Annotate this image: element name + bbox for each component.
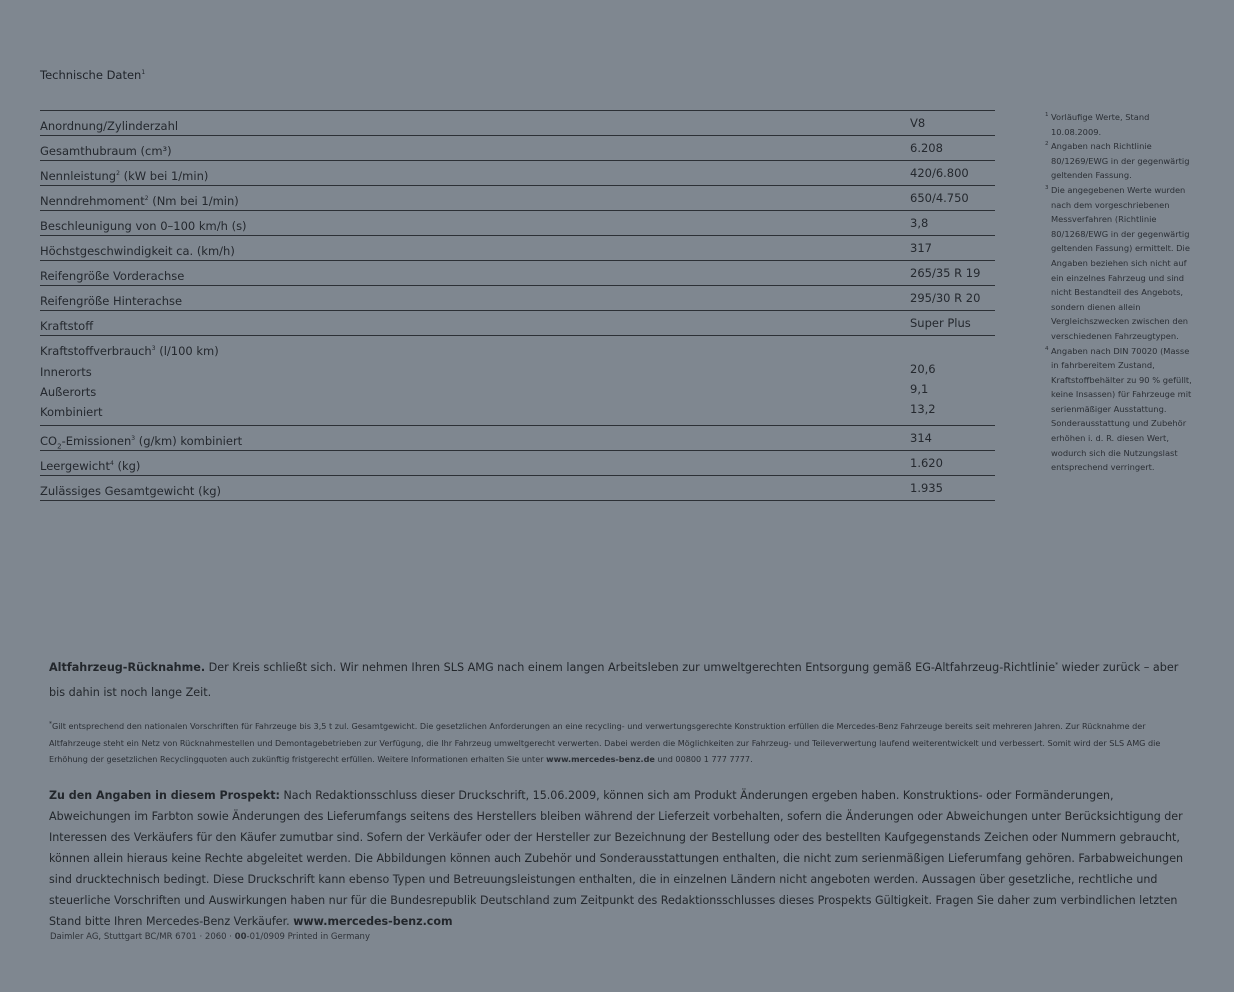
spec-label: Gesamthubraum (cm³)	[40, 144, 172, 158]
spec-row-fuel	[40, 310, 995, 335]
footnote-text: Angaben nach DIN 70020 (Masse in fahrbereitem Zustand, Kraftstoffbehälter zu 90 % gefüllt, keine Insassen) für Fahrzeuge mit serienmäßiger Ausstattung. Sonderausstattung und Zubehör erhöhen i. d. R. diesen Wert, wodurch sich die Nutzungslast entsprechend verringert.	[1051, 345, 1192, 473]
spec-value: 295/30 R 20	[910, 291, 981, 305]
spec-label	[40, 434, 243, 451]
spec-label-unit: (l/100 km)	[155, 344, 219, 358]
disclaimer-paragraph	[49, 785, 1189, 932]
spec-label: Zulässiges Gesamtgewicht (kg)	[40, 484, 222, 498]
spec-value: 265/35 R 19	[910, 266, 981, 280]
spec-row-curb-weight	[40, 450, 995, 475]
recycling-note-phone: und 00800 1 777 7777.	[654, 754, 753, 764]
spec-label-unit: (kW bei 1/min)	[119, 169, 209, 183]
spec-label-text: Nennleistung	[40, 169, 117, 183]
footnote-marker: 4	[1045, 345, 1049, 352]
consumption-urban-label: Innerorts	[40, 365, 92, 379]
spec-label-text: CO	[40, 434, 58, 448]
spec-label-unit: (g/km) kombiniert	[135, 434, 243, 448]
spec-label-text: Leergewicht	[40, 459, 110, 473]
spec-label	[40, 194, 239, 208]
footnote-marker: 2	[116, 170, 120, 178]
recycling-text: Der Kreis schließt sich. Wir nehmen Ihren SLS AMG nach einem langen Arbeitsleben zur umweltgerechten Entsorgung gemäß EG-Altfahrzeug-Richtlinie	[205, 661, 1056, 674]
page-title	[40, 68, 145, 82]
spec-row-co2	[40, 425, 995, 450]
spec-value: 317	[910, 241, 932, 255]
recycling-note-marker: *	[49, 720, 52, 728]
spec-row-torque	[40, 185, 995, 210]
spec-row-gross-weight	[40, 475, 995, 501]
subscript: 2	[57, 442, 62, 451]
recycling-paragraph	[49, 655, 1189, 705]
spec-label: Kraftstoff	[40, 319, 94, 333]
footnote-text: Vorläufige Werte, Stand 10.08.2009.	[1051, 112, 1150, 137]
footnote-marker: 4	[109, 460, 114, 468]
footnote-2	[1045, 139, 1195, 183]
spec-row-acceleration	[40, 210, 995, 235]
recycling-note-text: Gilt entsprechend den nationalen Vorschriften für Fahrzeuge bis 3,5 t zul. Gesamtgewicht. Die gesetzlichen Anforderungen an eine recycling- und verwertungsgerechte Konstruktion erfüllen die Mercedes-Benz Fahrzeuge bereits seit mehreren Jahren. Zur Rücknahme der Altfahrzeuge steht ein Netz von Rücknahmestellen und Demontagebetrieben zur Verfügung, die Ihr Fahrzeug umweltgerecht verwerten. Dabei werden die Möglichkeiten zur Fahrzeug- und Teileverwertung laufend weiterentwickelt und verbessert. Somit wird der SLS AMG die Erhöhung der gesetzlichen Recyclingquoten auch zukünftig fristgerecht erfüllen. Weitere Informationen erhalten Sie unter	[49, 721, 1161, 764]
footnote-marker: 3	[131, 435, 136, 443]
spec-label-text: Kraftstoffverbrauch	[40, 344, 152, 358]
spec-value: 3,8	[910, 216, 929, 230]
footnote-1	[1045, 110, 1195, 139]
spec-row-top-speed	[40, 235, 995, 260]
spec-value: V8	[910, 116, 926, 130]
consumption-urban-value: 20,6	[910, 362, 936, 376]
technical-data-table	[40, 110, 995, 501]
disclaimer-text: Nach Redaktionsschluss dieser Druckschrift, 15.06.2009, können sich am Produkt Änderungen ergeben haben. Konstruktions- oder Formänderungen, Abweichungen im Farbton sowie Änderungen des Lieferumfangs seitens des Herstellers bleiben während der Lieferzeit vorbehalten, sofern die Änderungen oder Abweichungen unter Berücksichtigung der Interessen des Verkäufers für den Käufer zumutbar sind. Sofern der Verkäufer oder der Hersteller zur Bezeichnung der Bestellung oder des bestellten Kaufgegenstands Zeichen oder Nummern gebraucht, können allein hieraus keine Rechte abgeleitet werden. Die Abbildungen können auch Zubehör und Sonderausstattungen enthalten, die nicht zum serienmäßigen Lieferumfang gehören. Farbabweichungen sind drucktechnisch bedingt. Diese Druckschrift kann ebenso Typen und Betreuungsleistungen enthalten, die in einzelnen Ländern nicht angeboten werden. Aussagen über gesetzliche, rechtliche und steuerliche Vorschriften und Auswirkungen haben nur für die Bundesrepublik Deutschland zum Zeitpunkt des Redaktionsschlusses dieses Prospekts Gültigkeit. Fragen Sie daher zum verbindlichen letzten Stand bitte Ihren Mercedes-Benz Verkäufer.	[49, 789, 1184, 928]
spec-label-unit: (kg)	[113, 459, 141, 473]
footnote-marker: 3	[151, 345, 156, 353]
spec-row-front-tyres	[40, 260, 995, 285]
consumption-extra-urban-label: Außerorts	[40, 385, 97, 399]
spec-label	[40, 169, 208, 183]
spec-row-displacement	[40, 135, 995, 160]
footnote-marker: 2	[1045, 141, 1049, 148]
spec-label: Beschleunigung von 0–100 km/h (s)	[40, 219, 247, 233]
spec-value: 650/4.750	[910, 191, 969, 205]
spec-label-text: -Emissionen	[61, 434, 132, 448]
spec-row-rear-tyres	[40, 285, 995, 310]
footnotes-column	[1045, 110, 1195, 475]
recycling-heading: Altfahrzeug-Rücknahme.	[49, 661, 206, 674]
title-footnote-marker: 1	[141, 69, 146, 77]
spec-value: 420/6.800	[910, 166, 969, 180]
spec-value: Super Plus	[910, 316, 971, 330]
spec-value: 1.935	[910, 481, 943, 495]
spec-row-power	[40, 160, 995, 185]
imprint	[50, 932, 370, 942]
footnote-marker: 1	[1045, 112, 1049, 118]
footnote-text: Angaben nach Richtlinie 80/1269/EWG in der gegenwärtig geltenden Fassung.	[1051, 141, 1190, 181]
footnote-4	[1045, 344, 1195, 475]
consumption-combined-value: 13,2	[910, 402, 936, 416]
footnote-text: Die angegebenen Werte wurden nach dem vorgeschriebenen Messverfahren (Richtlinie 80/1268/EWG in der gegenwärtig geltenden Fassung) ermittelt. Die Angaben beziehen sich nicht auf ein einzelnes Fahrzeug und sind nicht Bestandteil des Angebots, sondern dienen allein Vergleichszwecken zwischen den verschiedenen Fahrzeugtypen.	[1051, 184, 1190, 341]
spec-label: Anordnung/Zylinderzahl	[40, 119, 179, 133]
footnote-3	[1045, 183, 1195, 344]
consumption-combined-label: Kombiniert	[40, 405, 103, 419]
recycling-note	[49, 718, 1189, 768]
spec-label: Reifengröße Hinterachse	[40, 294, 183, 308]
recycling-text-end: wieder zurück – aber bis dahin ist noch lange Zeit.	[49, 661, 1179, 699]
imprint-text-end: -01/0909 Printed in Germany	[246, 932, 370, 942]
spec-row-consumption	[40, 335, 995, 425]
imprint-code: 00	[234, 932, 247, 942]
disclaimer-heading: Zu den Angaben in diesem Prospekt:	[49, 789, 280, 802]
spec-label: Reifengröße Vorderachse	[40, 269, 185, 283]
title-text: Technische Daten	[40, 68, 142, 82]
spec-label-text: Nenndrehmoment	[40, 194, 145, 208]
spec-value: 314	[910, 431, 932, 445]
mercedes-benz-de-link[interactable]: www.mercedes-benz.de	[546, 754, 655, 764]
imprint-text: Daimler AG, Stuttgart BC/MR 6701 · 2060 ·	[50, 932, 235, 942]
spec-label: Höchstgeschwindigkeit ca. (km/h)	[40, 244, 235, 258]
spec-label-unit: (Nm bei 1/min)	[148, 194, 239, 208]
spec-label	[40, 459, 140, 473]
spec-row-cylinders	[40, 110, 995, 135]
spec-label	[40, 344, 219, 358]
spec-value: 6.208	[910, 141, 943, 155]
footnote-marker: 3	[1045, 184, 1049, 191]
footnote-marker: 2	[144, 195, 149, 203]
consumption-extra-urban-value: 9,1	[910, 382, 929, 396]
spec-value: 1.620	[910, 456, 943, 470]
mercedes-benz-com-link[interactable]: www.mercedes-benz.com	[293, 915, 453, 928]
recycling-footnote-marker: *	[1055, 661, 1059, 669]
